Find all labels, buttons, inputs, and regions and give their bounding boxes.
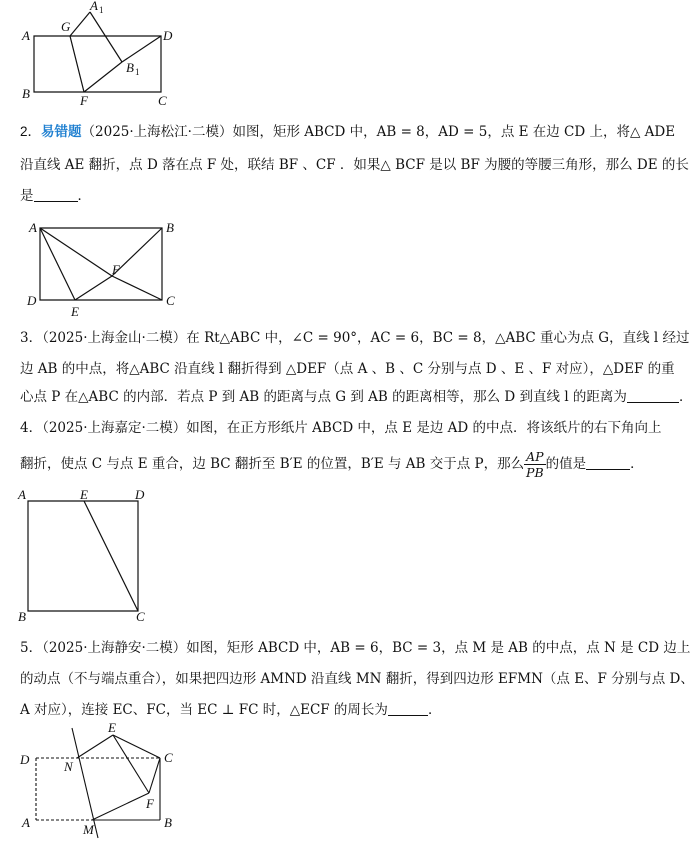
figure-1-segment-B1D (122, 36, 161, 62)
q4-fraction-numerator: AP (526, 449, 544, 464)
q4-line-2-suffix: ． (630, 456, 644, 472)
figure-5-label-A: A (22, 815, 30, 830)
q3-line-3-suffix: ． (678, 389, 693, 405)
figure-2-label-C: C (166, 293, 175, 308)
figure-1-label-F: F (80, 93, 88, 108)
q4-line-2 (20, 448, 644, 480)
figure-1-label-B1: B (126, 60, 134, 75)
figure-5-segment-FM (92, 793, 149, 820)
q2-line-3-suffix: ． (77, 188, 91, 204)
figure-1-label-G: G (61, 19, 71, 34)
q3-answer-blank[interactable] (627, 388, 679, 403)
q5-line-3-prefix: A 对应），连接 EC、FC，当 EC ⊥ FC 时，△ECF 的周长为 (20, 702, 388, 718)
q2-line-1 (20, 122, 676, 142)
q2-line-1-text: （2025·上海松江·二模）如图，矩形 ABCD 中，AB = 8，AD = 5，点 E 在边 CD 上，将△ ADE (81, 124, 676, 140)
figure-2-segment-AE (40, 228, 75, 300)
figure-1-segment-A1B1 (90, 12, 122, 62)
figure-4-label-D: D (135, 487, 145, 502)
figure-1-label-A: A (22, 28, 30, 43)
figure-5-diagram (0, 722, 645, 842)
figure-5-label-B: B (164, 815, 172, 830)
figure-2-label-B: B (166, 220, 174, 235)
q2-number: 2． (20, 124, 42, 139)
figure-1-segment-GA1 (70, 12, 90, 36)
q2-line-2: 沿直线 AE 翻折，点 D 落在点 F 处，联结 BF 、CF ．如果△ BCF 是以 BF 为腰的等腰三角形，那么 DE 的长 (20, 157, 689, 173)
figure-1-rectangle (34, 36, 161, 92)
figure-1-label-B: B (22, 86, 30, 101)
q2-badge: 易错题 (41, 124, 82, 140)
figure-1-label-C: C (158, 93, 167, 108)
figure-5-label-F: F (146, 796, 154, 811)
figure-5-label-C: C (164, 750, 173, 765)
figure-2-segment-CF (112, 276, 162, 300)
q4-line-1: 4．（2025·上海嘉定·二模）如图，在正方形纸片 ABCD 中，点 E 是边 AD 的中点．将该纸片的右下角向上 (20, 420, 662, 436)
figure-1-segment-FB1 (84, 62, 122, 92)
figure-2-label-A: A (29, 220, 37, 235)
q2-line-3 (20, 186, 632, 206)
figure-5-segment-NE (77, 735, 113, 758)
q5-line-2: 的动点（不与端点重合），如果把四边形 AMND 沿直线 MN 翻折，得到四边形 EFMN（点 E、F 分别与点 D、 (20, 671, 694, 687)
figure-4-segment-EC (84, 501, 138, 611)
q5-line-3-suffix: ． (427, 702, 442, 718)
figure-2-label-D: D (27, 293, 37, 308)
figure-2-rectangle (40, 228, 162, 300)
figure-2-diagram (0, 215, 645, 325)
figure-5-label-N: N (64, 759, 73, 774)
figure-2-segment-EF (75, 276, 112, 300)
q3-line-1: 3．（2025·上海金山·二模）在 Rt△ABC 中，∠C = 90°，AC = 6，BC = 8，△ABC 重心为点 G，直线 l 经过 (20, 330, 690, 346)
figure-4-square (28, 501, 138, 611)
q3-line-3 (20, 387, 693, 407)
figure-1-segment-GF (70, 36, 84, 92)
q2-answer-blank[interactable] (34, 187, 78, 202)
q4-line-2-prefix: 翻折，使点 C 与点 E 重合，边 BC 翻折至 B′E 的位置，B′E 与 AB 交于点 P，那么 (20, 456, 525, 472)
figure-2-label-E: E (71, 304, 79, 319)
figure-4-label-C: C (136, 609, 145, 624)
q5-answer-blank[interactable] (388, 701, 428, 716)
q4-fraction-ap-pb (524, 449, 545, 480)
figure-5-label-M: M (83, 822, 94, 837)
figure-1-label-B1-sub: 1 (135, 67, 140, 77)
figure-1-diagram (0, 0, 645, 110)
figure-5-label-E: E (108, 720, 116, 735)
q4-fraction-denominator: PB (526, 465, 544, 480)
figure-4-label-B: B (18, 609, 26, 624)
q5-line-3 (20, 700, 632, 720)
figure-1-label-A1: A (90, 0, 98, 13)
figure-1-label-D: D (163, 28, 173, 43)
q3-line-2: 边 AB 的中点，将△ABC 沿直线 l 翻折得到 △DEF（点 A 、B 、C 分别与点 D 、E 、F 对应），△DEF 的重 (20, 361, 675, 377)
figure-5-segment-FC (149, 758, 160, 793)
figure-5-label-D: D (20, 752, 30, 767)
q4-line-2-mid: 的值是 (545, 456, 587, 472)
q5-line-1: 5．（2025·上海静安·二模）如图，矩形 ABCD 中，AB = 6，BC = 3，点 M 是 AB 的中点，点 N 是 CD 边上 (20, 640, 691, 656)
figure-4-label-A: A (18, 487, 26, 502)
q2-line-3-prefix: 是 (20, 188, 34, 204)
figure-2-label-F: F (112, 262, 120, 277)
figure-1-label-A1-sub: 1 (99, 5, 104, 15)
figure-4-label-E: E (80, 487, 88, 502)
q3-line-3-prefix: 心点 P 在△ABC 的内部．若点 P 到 AB 的距离与点 G 到 AB 的距离相等，那么 D 到直线 l 的距离为 (20, 389, 627, 405)
figure-2-segment-AF (40, 228, 112, 276)
q4-answer-blank[interactable] (586, 455, 630, 470)
figure-4-diagram (0, 485, 645, 625)
